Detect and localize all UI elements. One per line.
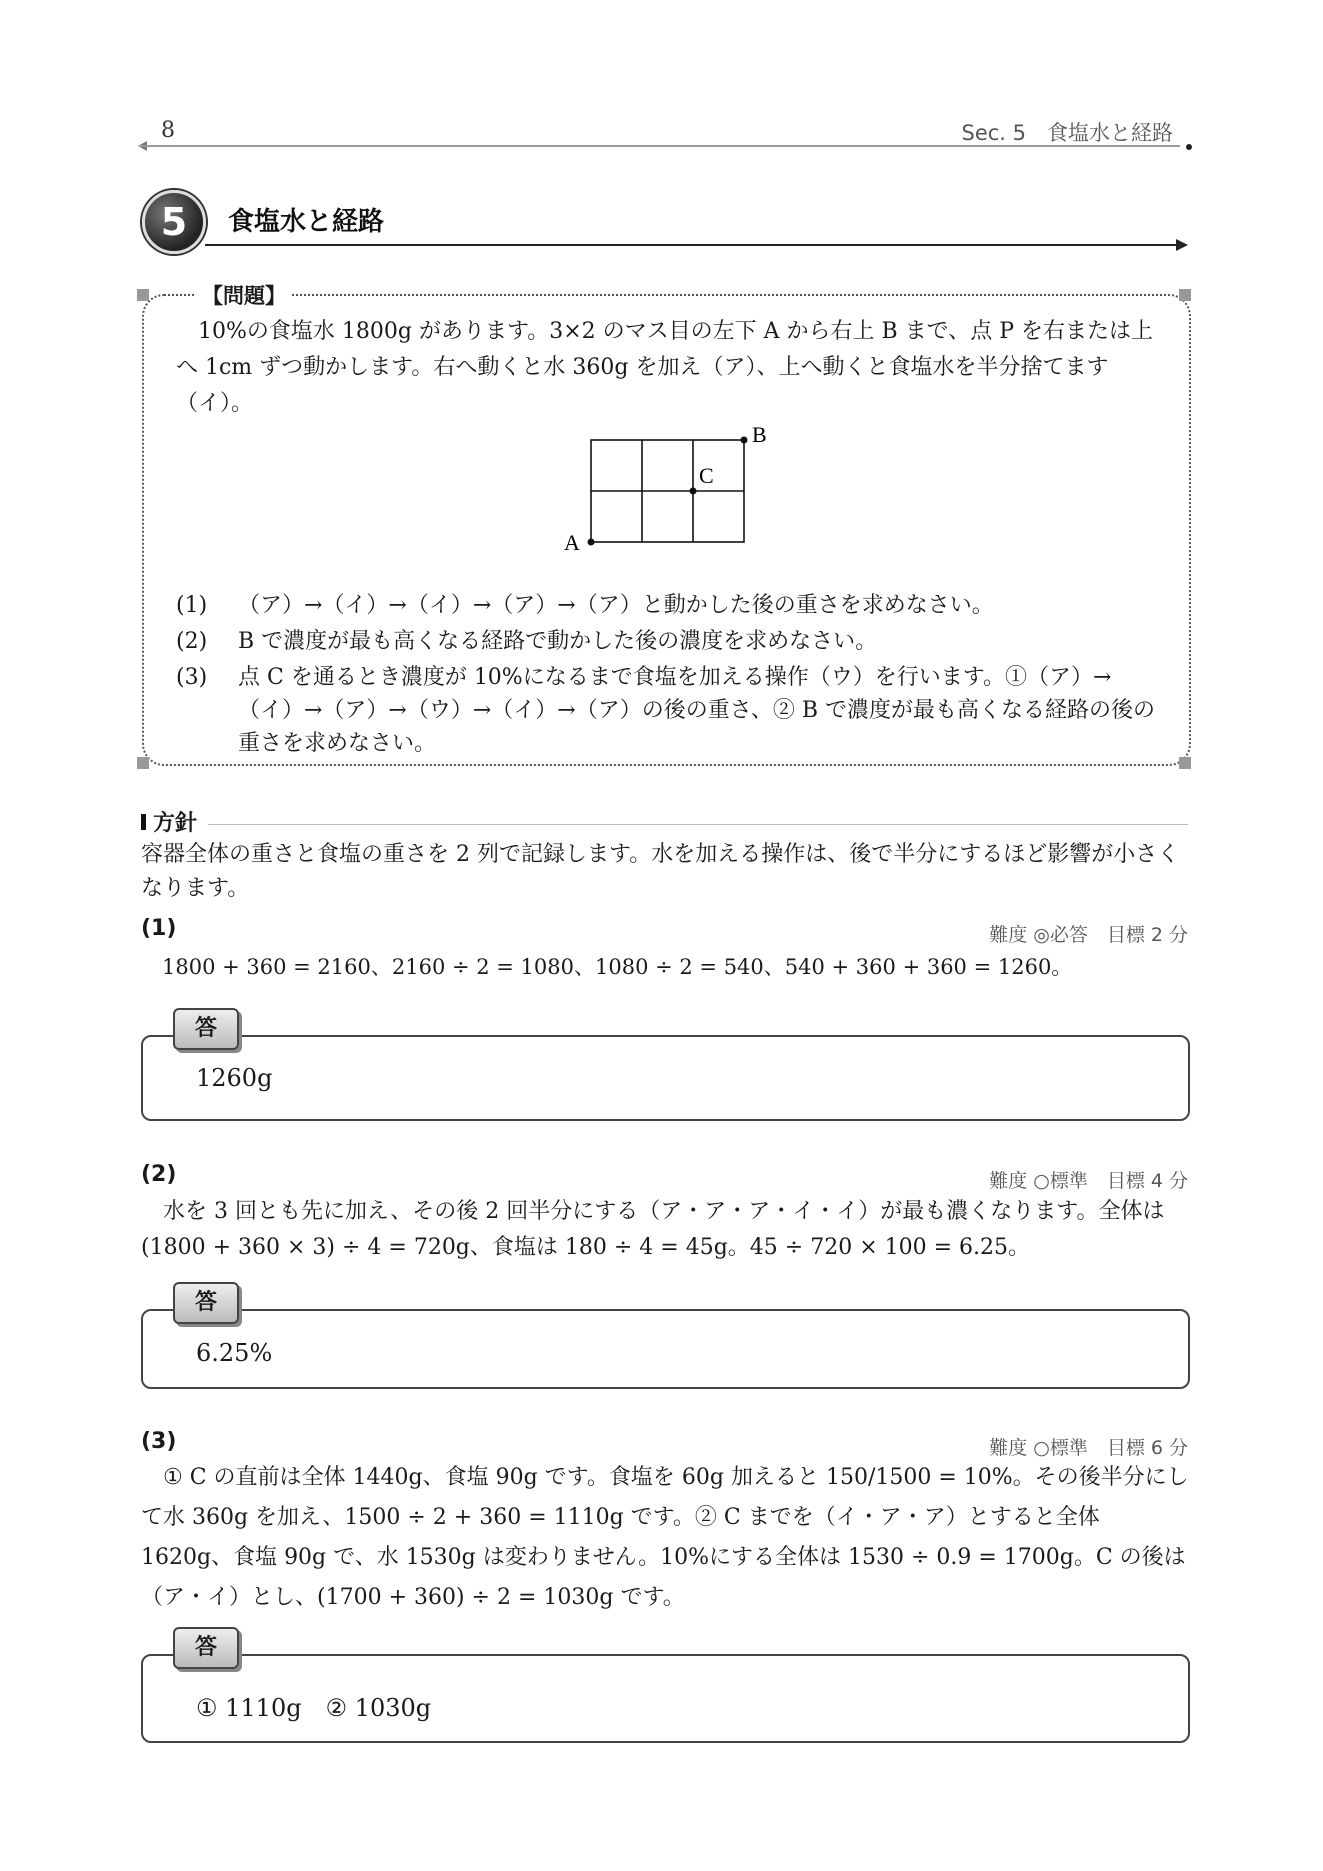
label-a: A [564, 530, 580, 555]
header-dot [1186, 144, 1192, 150]
item-text: 点 C を通るとき濃度が 10%になるまで食塩を加える操作（ウ）を行います。①（ア）→（イ）→（ア）→（ウ）→（イ）→（ア）の後の重さ、② B で濃度が最も高くなる経路の後の重さを求めなさい。 [238, 665, 1156, 756]
problem-corner-br [1179, 757, 1191, 769]
problem-text: 10%の食塩水 1800g があります。3×2 のマス目の左下 A から右上 B まで、点 P を右または上へ 1cm ずつ動かします。右へ動くと水 360g を加え（ア）、上へ動くと食塩水を半分捨てます（イ）。 [176, 319, 1153, 416]
grid-figure [560, 425, 780, 560]
q2-answer-box [141, 1309, 1190, 1389]
item-number: (3) [176, 665, 208, 690]
q1-answer-box [141, 1035, 1190, 1121]
problem-tag: 【問題】 [196, 280, 292, 310]
grid-lines [591, 440, 744, 542]
q2-label: (2) [141, 1162, 177, 1187]
problem-corner-tr [1179, 289, 1191, 301]
section-title: 食塩水と経路 [228, 207, 385, 237]
running-head: Sec. 5 食塩水と経路 [961, 121, 1173, 145]
header-rule [140, 145, 1180, 147]
q1-answer-tab [173, 1008, 239, 1050]
answer-label: 答 [194, 1290, 217, 1315]
answer-label: 答 [194, 1635, 217, 1660]
item-text: （ア）→（イ）→（イ）→（ア）→（ア）と動かした後の重さを求めなさい。 [238, 593, 994, 618]
label-b: B [752, 425, 767, 447]
problem-corner-bl [137, 757, 149, 769]
q3-label: (3) [141, 1429, 177, 1454]
item-number: (2) [176, 629, 208, 654]
policy-marker [141, 814, 146, 830]
q3-answer: ① 1110g ② 1030g [196, 1694, 432, 1722]
section-badge [142, 190, 206, 254]
section-rule [205, 244, 1180, 246]
q1-body: 1800 + 360 = 2160、2160 ÷ 2 = 1080、1080 ÷ 2 = 540、540 + 360 + 360 = 1260。 [162, 955, 1073, 979]
q1-difficulty: 難度 ◎必答 目標 2 分 [989, 924, 1188, 946]
q3-answer-tab [173, 1627, 239, 1669]
item-number: (1) [176, 593, 208, 618]
q1-answer: 1260g [196, 1064, 273, 1092]
policy-rule [208, 824, 1188, 825]
policy-heading: 方針 [153, 811, 198, 836]
q3-difficulty: 難度 ○標準 目標 6 分 [989, 1437, 1188, 1459]
q2-answer: 6.25% [196, 1339, 273, 1367]
section-number: 5 [160, 200, 188, 244]
item-text: B で濃度が最も高くなる経路で動かした後の濃度を求めなさい。 [238, 629, 878, 654]
q2-difficulty: 難度 ○標準 目標 4 分 [989, 1170, 1188, 1192]
point-c [690, 488, 697, 495]
q3-body: ① C の直前は全体 1440g、食塩 90g です。食塩を 60g 加えると 150/1500 = 10%。その後半分にして水 360g を加え、1500 ÷ 2 + 360 = 1110g です。② C までを（イ・ア・ア）とすると全体 1620g、食塩 90g で、水 1530g は変わりません。10%にする全体は 1530 ÷ 0.9 = 1700g。C の後は（ア・イ）とし、(1700 + 360) ÷ 2 = 1030g です。 [141, 1465, 1189, 1610]
q2-body: 水を 3 回とも先に加え、その後 2 回半分にする（ア・ア・ア・イ・イ）が最も濃くなります。全体は (1800 + 360 × 3) ÷ 4 = 720g、食塩は 180 ÷ 4 = 45g。45 ÷ 720 × 100 = 6.25。 [141, 1199, 1165, 1260]
q2-answer-tab [173, 1282, 239, 1324]
policy-text: 容器全体の重さと食塩の重さを 2 列で記録します。水を加える操作は、後で半分にするほど影響が小さくなります。 [141, 842, 1180, 901]
label-c: C [699, 463, 714, 488]
section-rule-arrow [1176, 239, 1188, 251]
answer-label: 答 [194, 1016, 217, 1041]
problem-corner-tl [137, 289, 149, 301]
page-number: 8 [161, 118, 175, 143]
point-b [741, 437, 748, 444]
q1-label: (1) [141, 916, 177, 941]
point-a [588, 539, 595, 546]
